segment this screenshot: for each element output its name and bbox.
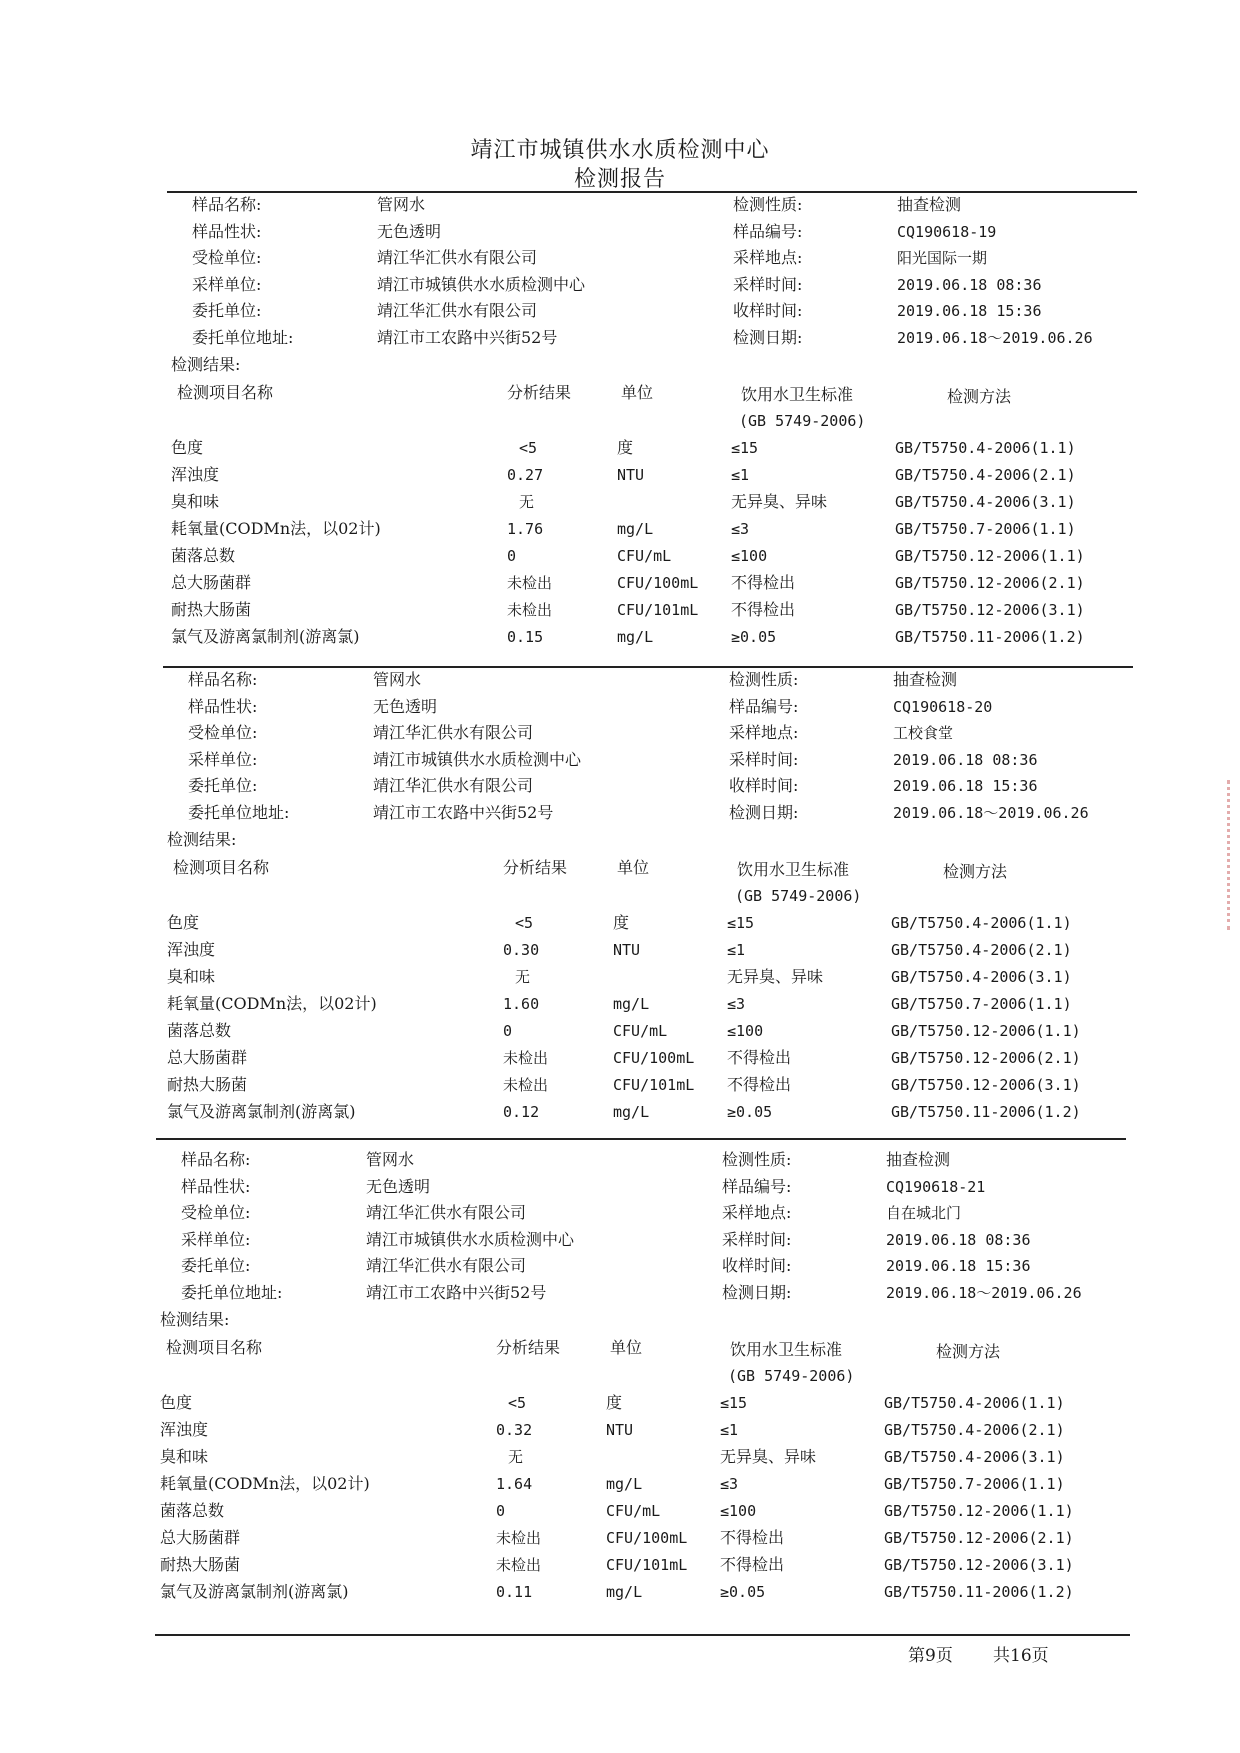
col-header-method: 检测方法 xyxy=(947,387,1012,406)
item-unit: CFU/mL xyxy=(613,1022,668,1040)
info-value: 管网水 xyxy=(377,195,426,214)
item-result: 未检出 xyxy=(496,1529,542,1547)
info-label: 样品性状: xyxy=(192,221,262,241)
item-standard: 不得检出 xyxy=(727,1075,792,1094)
item-name: 耗氧量(CODMn法，以02计) xyxy=(160,1474,370,1493)
info-value: 靖江华汇供水有限公司 xyxy=(373,776,534,795)
item-method: GB/T5750.11-2006(1.2) xyxy=(895,628,1085,646)
info-label: 采样单位: xyxy=(192,274,262,294)
item-name: 浑浊度 xyxy=(160,1420,209,1439)
item-result: 无 xyxy=(508,1448,524,1466)
info-label: 收样时间: xyxy=(722,1256,792,1275)
item-method: GB/T5750.12-2006(2.1) xyxy=(895,574,1085,592)
col-header-standard-ref: (GB 5749-2006) xyxy=(735,887,862,905)
info-value: 自在城北门 xyxy=(886,1204,962,1222)
item-standard: ≤100 xyxy=(731,547,768,565)
info-value: 2019.06.18 08:36 xyxy=(897,275,1042,294)
item-method: GB/T5750.4-2006(2.1) xyxy=(884,1421,1065,1439)
item-method: GB/T5750.12-2006(3.1) xyxy=(891,1076,1081,1094)
footer-rule xyxy=(155,1634,1130,1636)
item-unit: NTU xyxy=(617,466,645,484)
item-result: 未检出 xyxy=(496,1556,542,1574)
col-header-unit: 单位 xyxy=(621,383,654,402)
info-label: 检测性质: xyxy=(729,670,799,689)
item-unit: CFU/mL xyxy=(606,1502,661,1520)
info-value: CQ190618-21 xyxy=(886,1177,986,1196)
sample-section xyxy=(146,1148,1226,1601)
item-result: 未检出 xyxy=(507,574,553,592)
info-label: 委托单位: xyxy=(188,776,258,795)
info-value: 管网水 xyxy=(373,670,422,689)
info-value: 靖江市工农路中兴街52号 xyxy=(377,327,558,347)
item-method: GB/T5750.4-2006(3.1) xyxy=(895,493,1076,511)
info-label: 检测日期: xyxy=(729,802,799,822)
item-method: GB/T5750.12-2006(2.1) xyxy=(884,1529,1074,1547)
item-result: 0 xyxy=(507,547,517,565)
item-standard: 不得检出 xyxy=(731,573,796,592)
info-value: 2019.06.18 15:36 xyxy=(897,302,1042,320)
item-standard: ≤100 xyxy=(720,1502,757,1520)
item-result: 0.30 xyxy=(503,941,540,959)
item-unit: CFU/101mL xyxy=(613,1076,695,1094)
item-name: 耗氧量(CODMn法，以02计) xyxy=(167,994,377,1013)
info-value: 靖江华汇供水有限公司 xyxy=(366,1256,527,1275)
results-heading: 检测结果: xyxy=(171,355,241,374)
info-label: 样品编号: xyxy=(729,696,799,716)
item-name: 色度 xyxy=(167,913,200,932)
info-label: 委托单位地址: xyxy=(192,327,294,347)
info-label: 采样时间: xyxy=(722,1229,792,1249)
item-result: 无 xyxy=(519,493,535,511)
info-label: 检测日期: xyxy=(733,327,803,347)
info-value: 无色透明 xyxy=(377,221,442,241)
item-result: 0.27 xyxy=(507,466,544,484)
info-label: 委托单位地址: xyxy=(181,1282,283,1302)
info-value: CQ190618-20 xyxy=(893,697,993,716)
info-label: 受检单位: xyxy=(192,248,262,267)
item-standard: ≤1 xyxy=(720,1421,739,1439)
item-result: 0.12 xyxy=(503,1103,540,1121)
item-method: GB/T5750.11-2006(1.2) xyxy=(884,1583,1074,1601)
item-result: 0 xyxy=(496,1502,506,1520)
info-label: 样品编号: xyxy=(722,1176,792,1196)
info-label: 采样地点: xyxy=(729,723,799,742)
info-value: 工校食堂 xyxy=(893,724,954,742)
item-standard: ≤3 xyxy=(727,995,746,1013)
info-label: 样品编号: xyxy=(733,221,803,241)
item-name: 菌落总数 xyxy=(167,1021,232,1040)
item-name: 浑浊度 xyxy=(167,940,216,959)
item-method: GB/T5750.11-2006(1.2) xyxy=(891,1103,1081,1121)
info-value: 抽查检测 xyxy=(893,670,958,689)
col-header-item: 检测项目名称 xyxy=(166,1338,263,1357)
item-method: GB/T5750.4-2006(2.1) xyxy=(895,466,1076,484)
item-name: 菌落总数 xyxy=(171,546,236,565)
item-unit: mg/L xyxy=(617,628,654,646)
info-label: 采样单位: xyxy=(188,749,258,769)
info-label: 检测性质: xyxy=(722,1150,792,1169)
item-method: GB/T5750.12-2006(2.1) xyxy=(891,1049,1081,1067)
item-unit: CFU/100mL xyxy=(606,1529,688,1547)
item-method: GB/T5750.4-2006(1.1) xyxy=(895,439,1076,457)
page-number: 第9页 xyxy=(908,1646,953,1666)
item-name: 臭和味 xyxy=(167,967,216,986)
info-label: 采样时间: xyxy=(729,749,799,769)
item-method: GB/T5750.7-2006(1.1) xyxy=(895,520,1076,538)
item-unit: CFU/100mL xyxy=(613,1049,695,1067)
item-unit: NTU xyxy=(613,941,641,959)
info-label: 收样时间: xyxy=(733,301,803,320)
info-value: 2019.06.18 08:36 xyxy=(886,1230,1031,1249)
item-result: 0 xyxy=(503,1022,513,1040)
item-standard: 无异臭、异味 xyxy=(720,1447,817,1466)
info-label: 样品性状: xyxy=(188,696,258,716)
item-standard: ≤15 xyxy=(720,1394,748,1412)
item-result: 未检出 xyxy=(503,1049,549,1067)
col-header-standard-ref: (GB 5749-2006) xyxy=(739,412,866,430)
info-value: 2019.06.18 15:36 xyxy=(893,777,1038,795)
item-standard: ≤100 xyxy=(727,1022,764,1040)
info-label: 收样时间: xyxy=(729,776,799,795)
item-name: 耐热大肠菌 xyxy=(171,600,252,619)
item-name: 耐热大肠菌 xyxy=(167,1075,248,1094)
item-name: 浑浊度 xyxy=(171,465,220,484)
stamp-edge xyxy=(1227,780,1240,930)
item-name: 氯气及游离氯制剂(游离氯) xyxy=(171,627,360,646)
item-result: 未检出 xyxy=(503,1076,549,1094)
info-label: 采样时间: xyxy=(733,274,803,294)
results-heading: 检测结果: xyxy=(167,830,237,849)
item-method: GB/T5750.12-2006(1.1) xyxy=(895,547,1085,565)
item-method: GB/T5750.12-2006(3.1) xyxy=(895,601,1085,619)
info-label: 委托单位地址: xyxy=(188,802,290,822)
col-header-unit: 单位 xyxy=(610,1338,643,1357)
item-result: 无 xyxy=(515,968,531,986)
item-name: 总大肠菌群 xyxy=(167,1048,248,1067)
item-standard: ≥0.05 xyxy=(727,1103,773,1121)
info-label: 受检单位: xyxy=(181,1203,251,1222)
item-result: <5 xyxy=(519,439,538,457)
item-method: GB/T5750.7-2006(1.1) xyxy=(891,995,1072,1013)
item-method: GB/T5750.12-2006(3.1) xyxy=(884,1556,1074,1574)
item-method: GB/T5750.4-2006(1.1) xyxy=(891,914,1072,932)
item-standard: ≤15 xyxy=(727,914,755,932)
item-unit: 度 xyxy=(617,438,634,457)
item-unit: 度 xyxy=(606,1393,623,1412)
item-standard: ≥0.05 xyxy=(720,1583,766,1601)
item-standard: 不得检出 xyxy=(720,1555,785,1574)
item-name: 臭和味 xyxy=(171,492,220,511)
info-label: 采样地点: xyxy=(722,1203,792,1222)
item-result: <5 xyxy=(515,914,534,932)
info-value: 抽查检测 xyxy=(897,195,962,214)
item-standard: 无异臭、异味 xyxy=(731,492,828,511)
item-name: 臭和味 xyxy=(160,1447,209,1466)
item-standard: ≤15 xyxy=(731,439,759,457)
item-result: 未检出 xyxy=(507,601,553,619)
info-label: 样品名称: xyxy=(192,195,262,214)
item-result: <5 xyxy=(508,1394,527,1412)
col-header-result: 分析结果 xyxy=(503,858,568,877)
item-standard: 不得检出 xyxy=(727,1048,792,1067)
item-unit: CFU/mL xyxy=(617,547,672,565)
item-unit: mg/L xyxy=(606,1583,643,1601)
item-result: 1.64 xyxy=(496,1475,533,1493)
col-header-item: 检测项目名称 xyxy=(173,858,270,877)
item-name: 总大肠菌群 xyxy=(160,1528,241,1547)
item-method: GB/T5750.7-2006(1.1) xyxy=(884,1475,1065,1493)
item-result: 0.32 xyxy=(496,1421,533,1439)
info-label: 检测性质: xyxy=(733,195,803,214)
report-doc-title: 检测报告 xyxy=(573,167,666,192)
info-value: 2019.06.18 15:36 xyxy=(886,1257,1031,1275)
item-name: 氯气及游离氯制剂(游离氯) xyxy=(167,1102,356,1121)
col-header-method: 检测方法 xyxy=(943,862,1008,881)
info-value: 抽查检测 xyxy=(886,1150,951,1169)
info-label: 样品名称: xyxy=(188,670,258,689)
item-unit: CFU/101mL xyxy=(617,601,699,619)
info-value: CQ190618-19 xyxy=(897,222,997,241)
info-label: 委托单位: xyxy=(192,301,262,320)
col-header-standard: 饮用水卫生标准 xyxy=(737,860,850,879)
info-value: 管网水 xyxy=(366,1150,415,1169)
info-value: 2019.06.18～2019.06.26 xyxy=(893,803,1089,822)
item-name: 总大肠菌群 xyxy=(171,573,252,592)
info-value: 靖江市工农路中兴街52号 xyxy=(373,802,554,822)
sample-section xyxy=(157,193,1237,646)
item-unit: mg/L xyxy=(617,520,654,538)
info-value: 靖江市城镇供水水质检测中心 xyxy=(373,749,582,769)
item-unit: CFU/101mL xyxy=(606,1556,688,1574)
info-value: 靖江华汇供水有限公司 xyxy=(366,1203,527,1222)
page-total: 共16页 xyxy=(993,1646,1049,1666)
info-label: 检测日期: xyxy=(722,1282,792,1302)
item-result: 1.60 xyxy=(503,995,540,1013)
item-standard: 无异臭、异味 xyxy=(727,967,824,986)
item-unit: mg/L xyxy=(606,1475,643,1493)
item-name: 氯气及游离氯制剂(游离氯) xyxy=(160,1582,349,1601)
item-standard: 不得检出 xyxy=(720,1528,785,1547)
item-unit: 度 xyxy=(613,913,630,932)
section-rule xyxy=(156,1138,1126,1140)
info-value: 无色透明 xyxy=(373,696,438,716)
item-name: 菌落总数 xyxy=(160,1501,225,1520)
item-unit: mg/L xyxy=(613,995,650,1013)
item-standard: ≤3 xyxy=(731,520,750,538)
item-standard: ≤3 xyxy=(720,1475,739,1493)
info-value: 无色透明 xyxy=(366,1176,431,1196)
info-label: 受检单位: xyxy=(188,723,258,742)
item-method: GB/T5750.4-2006(3.1) xyxy=(891,968,1072,986)
info-label: 样品名称: xyxy=(181,1150,251,1169)
report-org-title: 靖江市城镇供水水质检测中心 xyxy=(470,138,770,163)
col-header-standard: 饮用水卫生标准 xyxy=(741,385,854,404)
item-name: 色度 xyxy=(160,1393,193,1412)
col-header-result: 分析结果 xyxy=(496,1338,561,1357)
item-method: GB/T5750.12-2006(1.1) xyxy=(884,1502,1074,1520)
item-standard: ≥0.05 xyxy=(731,628,777,646)
info-value: 靖江市城镇供水水质检测中心 xyxy=(366,1229,575,1249)
item-standard: 不得检出 xyxy=(731,600,796,619)
info-label: 委托单位: xyxy=(181,1256,251,1275)
info-value: 阳光国际一期 xyxy=(897,249,988,267)
info-label: 样品性状: xyxy=(181,1176,251,1196)
item-method: GB/T5750.12-2006(1.1) xyxy=(891,1022,1081,1040)
col-header-standard-ref: (GB 5749-2006) xyxy=(728,1367,855,1385)
info-value: 靖江华汇供水有限公司 xyxy=(377,248,538,267)
item-result: 1.76 xyxy=(507,520,544,538)
item-name: 耐热大肠菌 xyxy=(160,1555,241,1574)
item-method: GB/T5750.4-2006(1.1) xyxy=(884,1394,1065,1412)
results-heading: 检测结果: xyxy=(160,1310,230,1329)
col-header-unit: 单位 xyxy=(617,858,650,877)
info-value: 靖江市工农路中兴街52号 xyxy=(366,1282,547,1302)
info-value: 靖江市城镇供水水质检测中心 xyxy=(377,274,586,294)
info-value: 2019.06.18～2019.06.26 xyxy=(886,1283,1082,1302)
item-unit: mg/L xyxy=(613,1103,650,1121)
item-standard: ≤1 xyxy=(727,941,746,959)
item-standard: ≤1 xyxy=(731,466,750,484)
info-value: 2019.06.18～2019.06.26 xyxy=(897,328,1093,347)
info-value: 靖江华汇供水有限公司 xyxy=(373,723,534,742)
item-method: GB/T5750.4-2006(2.1) xyxy=(891,941,1072,959)
item-name: 耗氧量(CODMn法，以02计) xyxy=(171,519,381,538)
info-value: 靖江华汇供水有限公司 xyxy=(377,301,538,320)
col-header-standard: 饮用水卫生标准 xyxy=(730,1340,843,1359)
info-label: 采样单位: xyxy=(181,1229,251,1249)
col-header-item: 检测项目名称 xyxy=(177,383,274,402)
info-label: 采样地点: xyxy=(733,248,803,267)
col-header-result: 分析结果 xyxy=(507,383,572,402)
item-result: 0.15 xyxy=(507,628,544,646)
item-method: GB/T5750.4-2006(3.1) xyxy=(884,1448,1065,1466)
item-unit: NTU xyxy=(606,1421,634,1439)
item-result: 0.11 xyxy=(496,1583,533,1601)
item-unit: CFU/100mL xyxy=(617,574,699,592)
col-header-method: 检测方法 xyxy=(936,1342,1001,1361)
sample-section xyxy=(153,668,1233,1121)
info-value: 2019.06.18 08:36 xyxy=(893,750,1038,769)
item-name: 色度 xyxy=(171,438,204,457)
